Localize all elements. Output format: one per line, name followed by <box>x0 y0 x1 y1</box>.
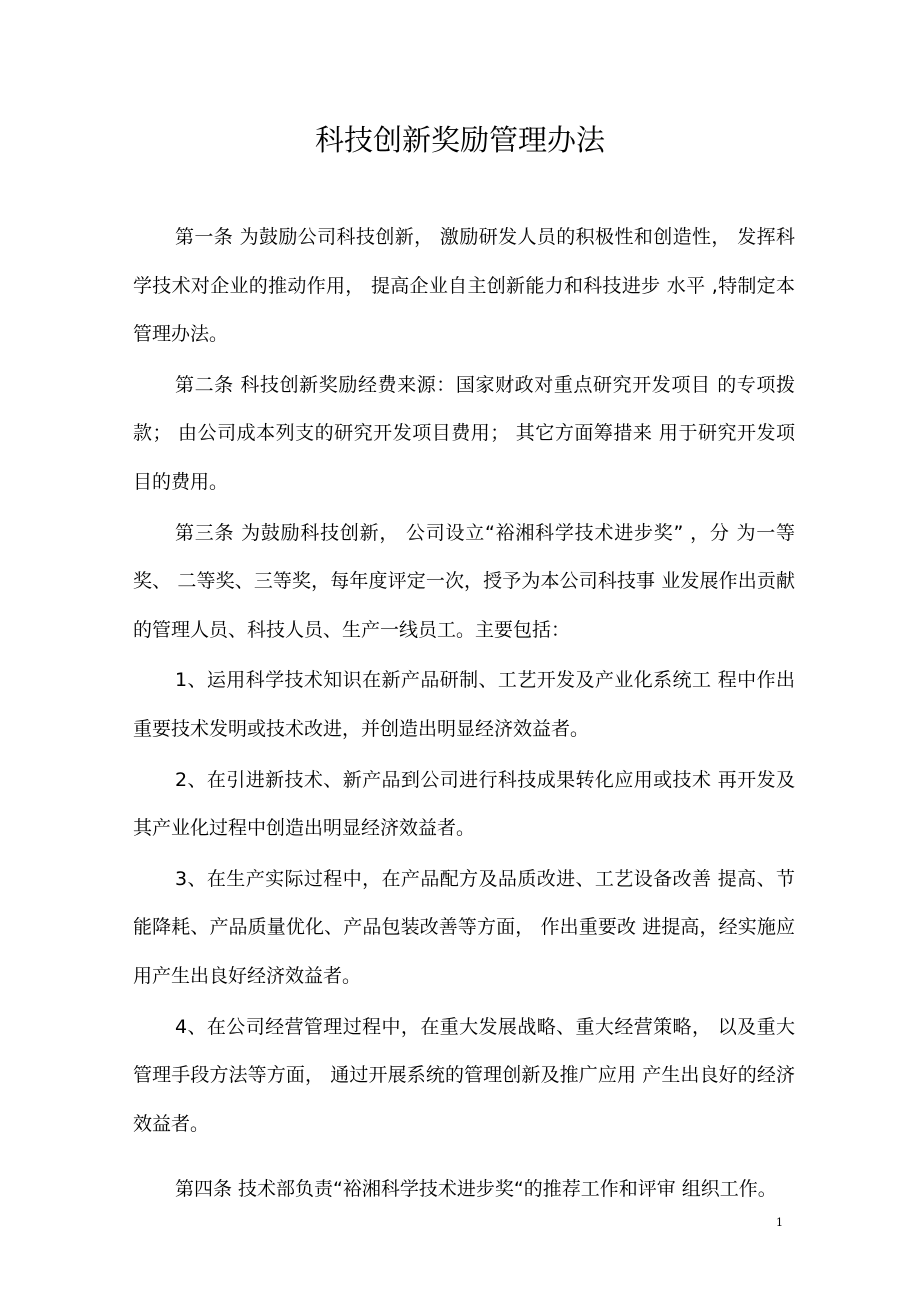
article-2-paragraph: 第二条 科技创新奖励经费来源：国家财政对重点研究开发项目 的专项拨款； 由公司成本列支的研究开发项目费用； 其它方面筹措来 用于研究开发项目的费用。 <box>133 373 795 493</box>
article-3-paragraph: 第三条 为鼓励科技创新， 公司设立“裕湘科学技术进步奖” ，分 为一等奖、 二等奖、三等奖，每年度评定一次，授予为本公司科技事 业发展作出贡献的管理人员、科技人员、生产一线员工。主要包括： <box>133 521 795 641</box>
article-1-paragraph: 第一条 为鼓励公司科技创新， 激励研发人员的积极性和创造性， 发挥科学技术对企业的推动作用， 提高企业自主创新能力和科技进步 水平 ,特制定本管理办法。 <box>133 226 795 346</box>
clause-3-paragraph: 3、在生产实际过程中，在产品配方及品质改进、工艺设备改善 提高、节能降耗、产品质量优化、产品包装改善等方面， 作出重要改 进提高，经实施应用产生出良好经济效益者。 <box>133 867 795 987</box>
document-body <box>133 213 795 1214</box>
clause-1-paragraph: 1、运用科学技术知识在新产品研制、工艺开发及产业化系统工 程中作出重要技术发明或技术改进，并创造出明显经济效益者。 <box>133 669 795 740</box>
page-number: 1 <box>776 1216 783 1229</box>
clause-4-paragraph: 4、在公司经营管理过程中，在重大发展战略、重大经营策略， 以及重大管理手段方法等方面， 通过开展系统的管理创新及推广应用 产生出良好的经济效益者。 <box>133 1015 795 1135</box>
document-title: 科技创新奖励管理办法 <box>314 123 605 157</box>
clause-2-paragraph: 2、在引进新技术、新产品到公司进行科技成果转化应用或技术 再开发及其产业化过程中创造出明显经济效益者。 <box>133 768 795 840</box>
article-4-paragraph: 第四条 技术部负责“裕湘科学技术进步奖“的推荐工作和评审 组织工作。 <box>175 1178 777 1201</box>
